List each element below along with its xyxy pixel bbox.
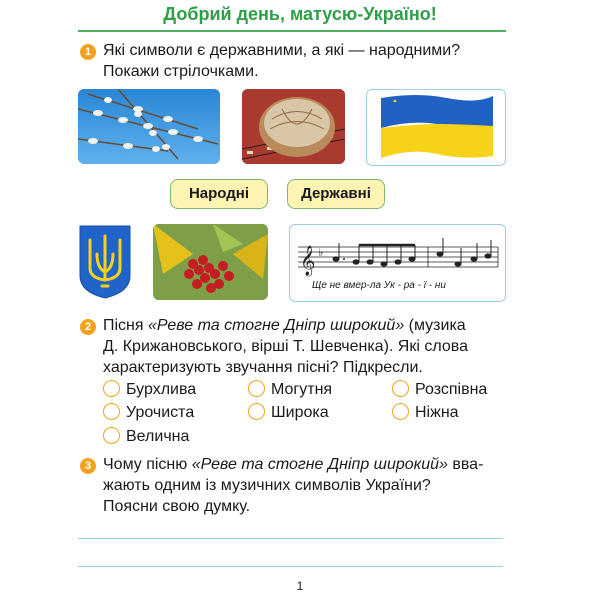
viburnum-image[interactable] <box>153 224 268 300</box>
task-3-text-line1 <box>103 454 483 475</box>
score-lyrics: Ще не вмер-ла Ук - ра - ї - ни <box>312 280 446 291</box>
task-3-text-line2: жають одним із музичних символів України? <box>103 477 431 494</box>
svg-text:𝄞: 𝄞 <box>300 246 316 276</box>
task-1-number: 1 <box>80 44 96 60</box>
answer-line-2[interactable] <box>78 566 503 567</box>
task-2-text-line3: характеризують звучання пісні? Підкресли. <box>103 359 423 376</box>
option-label: Урочиста <box>126 404 195 421</box>
svg-text:♭: ♭ <box>318 246 324 259</box>
willow-icon <box>78 89 220 164</box>
option-nizhna[interactable] <box>392 402 459 424</box>
task-3-number: 3 <box>80 458 96 474</box>
radio-circle-icon[interactable] <box>392 380 409 397</box>
task-3-text-pre: Чому пісню <box>103 456 192 473</box>
task-2-number: 2 <box>80 319 96 335</box>
option-rozspivna[interactable] <box>392 379 487 401</box>
task-3-text-line3: Поясни свою думку. <box>103 498 251 515</box>
answer-line-1[interactable] <box>78 538 503 539</box>
coat-of-arms-image[interactable] <box>78 224 132 300</box>
flag-icon <box>367 90 505 165</box>
task-2-text-pre: Пісня <box>103 317 148 334</box>
option-urochysta[interactable] <box>103 402 194 424</box>
task-3-song-title: «Реве та стогне Дніпр широкий» <box>191 456 448 473</box>
option-velychna[interactable] <box>103 426 189 448</box>
task-2-text-line1 <box>103 315 466 336</box>
radio-circle-icon[interactable] <box>248 403 265 420</box>
option-shyroka[interactable] <box>248 402 329 424</box>
title-underline <box>78 30 506 32</box>
task-2-text-post: (музика <box>404 317 466 334</box>
option-label: Велична <box>126 428 190 445</box>
flag-image[interactable] <box>366 89 506 166</box>
music-notes-icon <box>290 225 505 283</box>
option-mohutnia[interactable] <box>248 379 332 401</box>
option-label: Могутня <box>271 381 333 398</box>
viburnum-icon <box>153 224 268 300</box>
bread-image[interactable] <box>242 89 345 164</box>
option-label: Ніжна <box>415 404 459 421</box>
bread-icon <box>242 89 345 164</box>
option-label: Бурхлива <box>126 381 197 398</box>
radio-circle-icon[interactable] <box>248 380 265 397</box>
music-score-image[interactable] <box>289 224 506 302</box>
page-title: Добрий день, матусю-Україно! <box>163 4 437 24</box>
task-2-song-title: «Реве та стогне Дніпр широкий» <box>148 317 405 334</box>
task-1-text-line2: Покажи стрілочками. <box>103 63 259 80</box>
option-label: Широка <box>271 404 329 421</box>
option-burkhlyva[interactable] <box>103 379 196 401</box>
label-state[interactable]: Державні <box>287 179 385 209</box>
label-folk[interactable]: Народні <box>170 179 268 209</box>
task-2-text-line2: Д. Крижановського, вірші Т. Шевченка). Які слова <box>103 338 468 355</box>
trident-icon <box>78 224 132 300</box>
radio-circle-icon[interactable] <box>103 403 120 420</box>
willow-image[interactable] <box>78 89 220 164</box>
radio-circle-icon[interactable] <box>103 380 120 397</box>
page-number: 1 <box>296 579 304 593</box>
radio-circle-icon[interactable] <box>103 427 120 444</box>
task-3-text-post: вва- <box>447 456 484 473</box>
option-label: Розспівна <box>415 381 488 398</box>
task-1-text-line1: Які символи є державними, а які — народними? <box>103 42 461 59</box>
radio-circle-icon[interactable] <box>392 403 409 420</box>
